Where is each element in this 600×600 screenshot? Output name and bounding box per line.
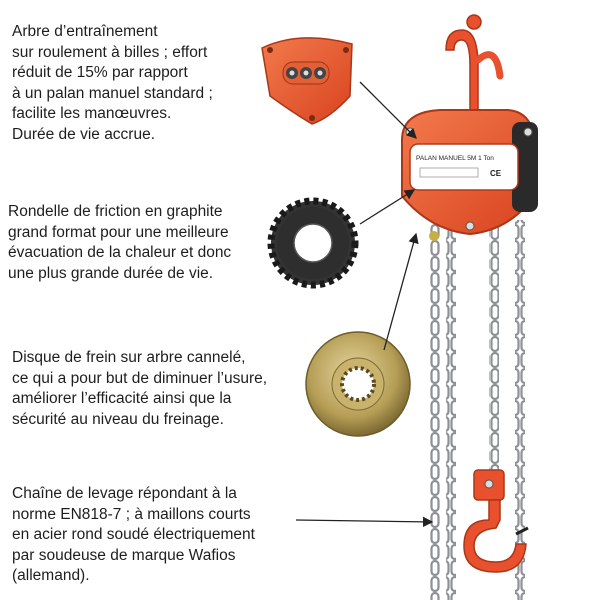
feature-text-drive-shaft: Arbre d’entraînement sur roulement à billes ; effort réduit de 15% par rapport à un palan manuel standard ; facilite les manœuvres. Durée de vie accrue.	[12, 23, 213, 143]
arrow-lifting-chain	[296, 520, 432, 522]
feature-text-brake-disc: Disque de frein sur arbre cannelé, ce qui a pour but de diminuer l’usure, améliorer l’efficacité ainsi que la sécurité au niveau du freinage.	[12, 349, 268, 428]
friction-washer-image	[271, 201, 355, 285]
top-hook	[446, 15, 500, 110]
arrow-brake-disc	[384, 234, 416, 350]
drive-shaft-plate-image	[262, 38, 352, 124]
arrow-drive-shaft	[360, 82, 416, 138]
arrow-friction-washer	[360, 190, 414, 224]
load-chain	[430, 220, 525, 600]
feature-text-friction-washer: Rondelle de friction en graphite grand format pour une meilleure évacuation de la chaleur et donc une plus grande durée de vie.	[8, 203, 232, 282]
hoist-label-line2: CE	[490, 169, 502, 178]
feature-text-lifting-chain: Chaîne de levage répondant à la norme EN818-7 ; à maillons courts en acier rond soudé électriquement par soudeuse de marque Wafios (allemand).	[12, 485, 255, 584]
hoist-label-line1: PALAN MANUEL 5M 1 Ton	[416, 155, 494, 162]
brake-disc-image	[306, 332, 410, 436]
